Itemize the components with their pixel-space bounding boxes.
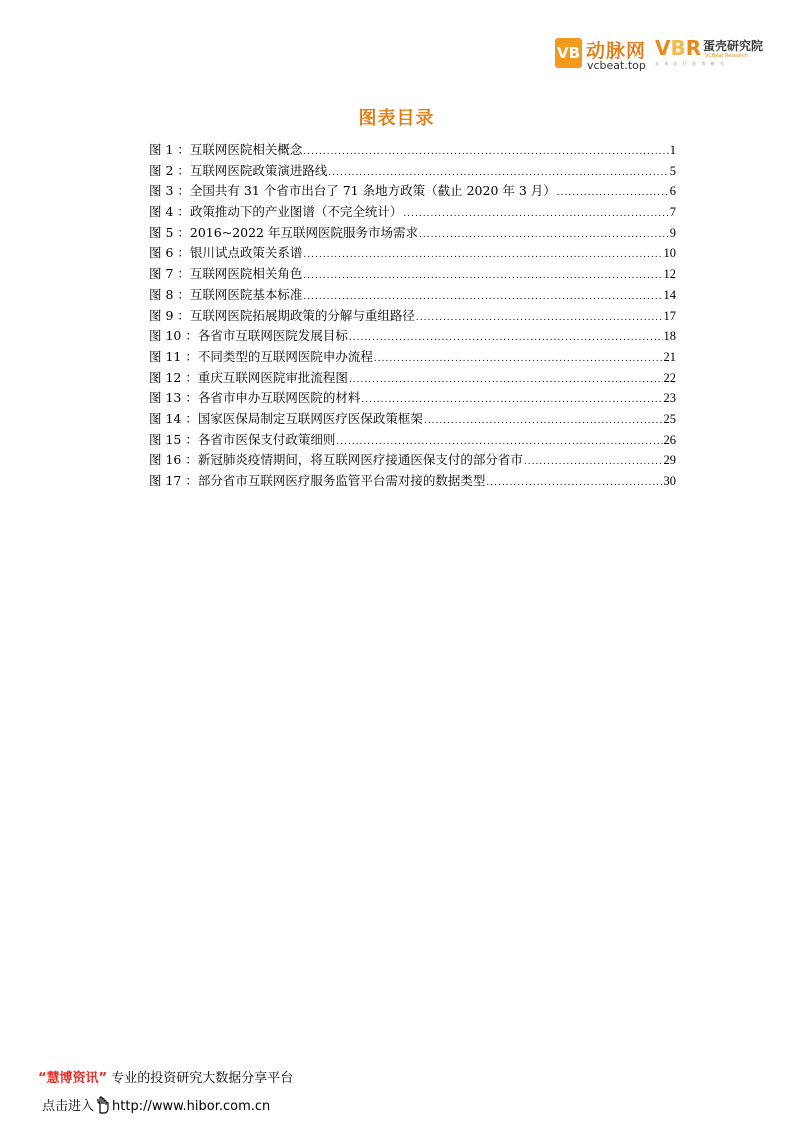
toc-entry-label: 图 12 ： (149, 369, 198, 385)
toc-entry-label: 图 14 ： (149, 410, 198, 426)
toc-entry-label: 图 7 ： (149, 266, 190, 282)
toc-entry-title: 新冠肺炎疫情期间，将互联网医疗接通医保支付的部分省市 (197, 452, 523, 468)
toc-entry-label: 图 5 ： (149, 224, 190, 240)
toc-entry-title: 互联网医院拓展期政策的分解与重组路径 (189, 307, 415, 323)
toc-entry[interactable] (149, 430, 676, 451)
footer-slogan-text: 专业的投资研究大数据分享平台 (111, 1071, 294, 1086)
toc-leader-dots (303, 271, 662, 281)
toc-entry-label: 图 1 ： (149, 142, 190, 157)
footer-url[interactable]: http://www.hibor.com.cn (112, 1099, 271, 1114)
hand-pointer-icon (96, 1096, 110, 1118)
toc-entry-page: 7 (669, 205, 676, 220)
toc-entry[interactable] (149, 409, 676, 430)
toc-leader-dots (349, 333, 663, 343)
research-en: VCBeat Research (705, 53, 748, 59)
toc-leader-dots (374, 354, 663, 364)
toc-entry-title: 国家医保局制定互联网医疗医保政策框架 (197, 410, 423, 426)
toc-leader-dots (403, 209, 668, 219)
vbr-research-logo (655, 36, 764, 72)
toc-entry-page: 12 (663, 267, 676, 282)
toc-entry[interactable] (149, 450, 676, 471)
logo-url: vcbeat.top (587, 59, 646, 72)
toc-entry-title: 各省市互联网医院发展目标 (197, 328, 348, 344)
toc-entry-page: 18 (663, 329, 676, 344)
toc-entry-page: 21 (663, 349, 676, 364)
toc-entry[interactable] (149, 368, 676, 389)
toc-entry-page: 29 (663, 453, 676, 468)
toc-entry[interactable] (149, 181, 676, 202)
toc-entry[interactable] (149, 264, 676, 285)
toc-leader-dots (416, 313, 663, 323)
toc-entry-page: 25 (663, 411, 676, 426)
toc-entry-title: 各省市申办互联网医院的材料 (197, 390, 361, 406)
toc-leader-dots (303, 147, 668, 157)
toc-entry-title: 政策推动下的产业图谱（不完全统计） (189, 204, 403, 220)
vbr-mark: VBR (655, 36, 702, 60)
toc-leader-dots (328, 168, 668, 178)
toc-entry-title: 重庆互联网医院审批流程图 (197, 369, 348, 385)
vb-logo-badge: VB (555, 38, 582, 68)
toc-entry-page: 22 (663, 370, 676, 385)
toc-entry-title: 不同类型的互联网医院申办流程 (197, 348, 373, 364)
toc-entry-label: 图 11 ： (149, 348, 198, 364)
toc-entry-page: 6 (669, 184, 676, 199)
toc-leader-dots (486, 478, 662, 488)
logo-name: 动脉网 (586, 40, 647, 62)
toc-entry-page: 10 (663, 246, 676, 261)
toc-entry-page: 14 (663, 287, 676, 302)
toc-entry[interactable] (149, 306, 676, 327)
toc-entry-page: 5 (669, 163, 676, 178)
toc-leader-dots (424, 416, 663, 426)
toc-entry-label: 图 2 ： (149, 162, 190, 178)
toc-entry-title: 银川试点政策关系谱 (189, 245, 303, 261)
toc-entry[interactable] (149, 388, 676, 409)
toc-entry-title: 2016~2022 年互联网医院服务市场需求 (189, 224, 418, 240)
toc-leader-dots (419, 230, 669, 240)
toc-entry-page: 26 (663, 432, 676, 447)
toc-entry-label: 图 16 ： (149, 452, 198, 468)
toc-entry-page: 23 (663, 391, 676, 406)
toc-entry-label: 图 9 ： (149, 307, 190, 323)
toc-entry-label: 图 13 ： (149, 390, 198, 406)
toc-entry-title: 互联网医院政策演进路线 (189, 162, 328, 178)
toc-entry-label: 图 8 ： (149, 286, 190, 302)
toc-entry-title: 各省市医保支付政策细则 (197, 431, 336, 447)
figure-toc-list (149, 140, 676, 492)
footer-enter-text: 点击进入 (42, 1099, 95, 1114)
footer-brand: “慧博资讯” (38, 1071, 108, 1086)
toc-entry[interactable] (149, 326, 676, 347)
toc-entry-page: 1 (669, 143, 676, 157)
toc-entry[interactable] (149, 243, 676, 264)
toc-entry-title: 全国共有 31 个省市出台了 71 条地方政策（截止 2020 年 3 月） (189, 183, 556, 199)
toc-entry-title: 互联网医院相关概念 (189, 142, 303, 157)
toc-entry[interactable] (149, 223, 676, 244)
toc-leader-dots (349, 375, 663, 385)
toc-entry-label: 图 15 ： (149, 431, 198, 447)
toc-entry-label: 图 10 ： (149, 328, 198, 344)
toc-entry-label: 图 3 ： (149, 183, 190, 199)
toc-entry-label: 图 17 ： (149, 473, 198, 488)
toc-entry-label: 图 6 ： (149, 245, 190, 261)
toc-leader-dots (303, 292, 662, 302)
footer-slogan (38, 1067, 293, 1086)
toc-entry[interactable] (149, 285, 676, 306)
toc-leader-dots (303, 250, 662, 260)
toc-leader-dots (557, 188, 669, 198)
toc-entry[interactable] (149, 471, 676, 492)
toc-entry-title: 部分省市互联网医疗服务监管平台需对接的数据类型 (197, 473, 486, 488)
toc-entry-page: 30 (663, 474, 676, 488)
research-name: 蛋壳研究院 (703, 39, 764, 53)
toc-entry-label: 图 4 ： (149, 204, 190, 220)
toc-entry[interactable] (149, 202, 676, 223)
toc-entry-page: 17 (663, 308, 676, 323)
toc-entry[interactable] (149, 161, 676, 182)
toc-entry-title: 互联网医院基本标准 (189, 286, 303, 302)
research-tagline: 未 来 医 疗 趋 势 研 究 (655, 61, 726, 66)
toc-leader-dots (336, 437, 662, 447)
toc-leader-dots (524, 457, 663, 467)
footer-link[interactable] (42, 1095, 270, 1118)
toc-entry-page: 9 (669, 225, 676, 240)
toc-leader-dots (361, 395, 662, 405)
toc-entry-title: 互联网医院相关角色 (189, 266, 303, 282)
vcbeat-logo (555, 36, 655, 72)
toc-entry[interactable] (149, 140, 676, 161)
page-title: 图表目录 (358, 108, 435, 129)
toc-entry[interactable] (149, 347, 676, 368)
